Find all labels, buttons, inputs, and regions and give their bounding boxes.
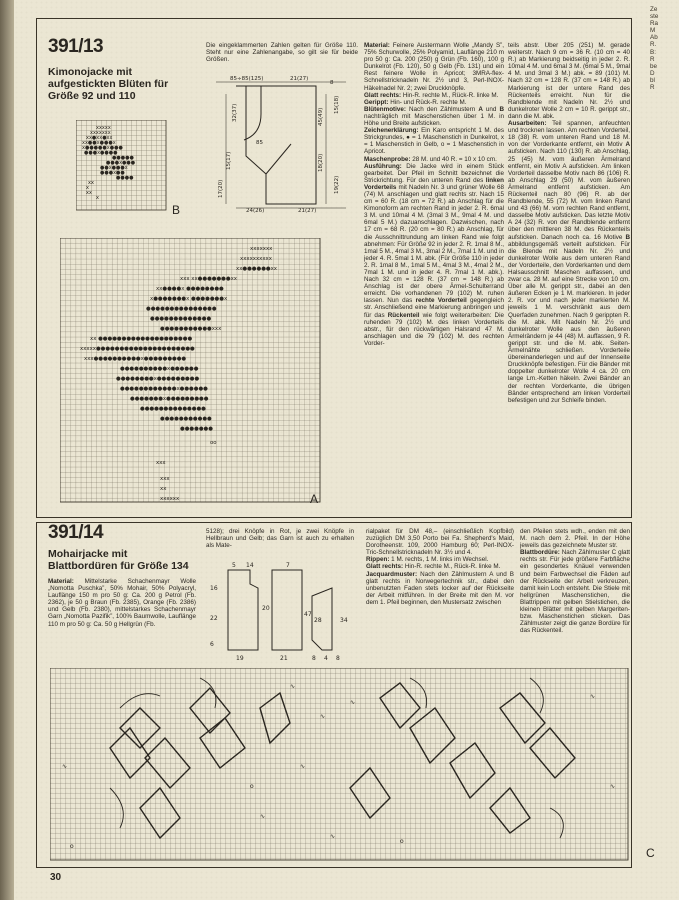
svg-text:4: 4 [324, 655, 328, 662]
svg-text:22: 22 [210, 615, 218, 622]
s1c3-ausarbeiten: Ausarbeiten: Teil spannen, anfeuchten und trocknen lassen. Am rechten Vorderteil, 18 (38) R. vom unteren Rand und 18 M. von der Vorderkante entfernt, ein Motiv A aufsticken. Nach 110 (130) R. ab Anschlag, 25 (45) M. vom äußeren Ärmelrand entfernt, ein Motiv A aufsticken. Am linken Vorderteil dasselbe Motiv nach 86 (106) R. ab Anschlag 29 (50) M. vom äußeren Ärmelrand entfernt aufsticken. Am Rückenteil nach 80 (96) R. ab der Randblende, 55 (72) M. vom linken Rand und 43 (66) M. vom rechten Rand entfernt, dasselbe Motiv aufsticken. Das letzte Motiv A 24 (32) R. von der Randblende entfernt über den mittleren 38 M. des Rückenteils aufsticken. Danach noch ca. 16 Motive B abbildungsgemäß verteilt aufsticken. Für die Blende mit Nadeln Nr. 2½ und dunkelroter Wolle aus dem unteren Rand der Vorderteile, den Vorderkanten und dem Halsausschnitt Maschen auffassen, und zwar ca. 28 M. auf eine Strecke von 10 cm. Über alle M. gerippt str., dabei an den äußeren Ecken je 1 M. markieren. In jeder 2. R. vor und nach jeder markierten M. jeweils 1 M. verschränkt aus dem Querfaden zunehmen. Nach 9 gerippten R. die M. abk. Mit Nadeln Nr. 2½ und dunkelroter Wolle aus den äußeren Ärmelrändern je 44 (48) M. auffassen, 9 R. gerippt str. und die M. abk. Seiten- Ärmelnähte schließen. Vorderteile übereinanderlegen und auf der Innenseite Druckknöpfe befestigen. Für die Bänder mit doppelter dunkelroter Wolle 4 ca. 20 cm lange Lm.-Ketten häkeln. Zwei Bänder an der rechten Vorderkante, die übrigen Bänder entsprechend am linken Vorderteil befestigen und zur Schleife binden. [508, 120, 630, 404]
svg-text:x●●●●●x●●●: x●●●●●x●●● [82, 145, 123, 151]
svg-text:∿: ∿ [62, 763, 68, 770]
svg-text:●●●●●●●●●●●●●●: ●●●●●●●●●●●●●● [140, 406, 206, 412]
schem-side-f: 45(49) [318, 107, 324, 126]
chart-b-grid [76, 120, 168, 212]
schem-side-b: 8 [330, 80, 334, 86]
chart-a-grid [60, 238, 322, 504]
s2c3-rippen: Rippen: 1 M. rechts, 1 M. links im Wechsel. [366, 556, 489, 564]
s1c3-cont: teils abstr. Über 205 (251) M. gerade weiterstr. Nach 9 cm = 36 R. (10 cm = 40 R.) ab Markierung beidseitig in jeder 2. R. 10mal 4 M. und 6mal 3 M. (6mal 5 M., 9mal 4 M. und 3mal 3 M.) abk. = 89 (101) M. Nach 32 cm = 128 R. (37 cm = 148 R.) ab Markierung ist der untere Rand des Rückenteils erreicht. Nun für die Randblende mit Nadeln Nr. 2½ und dunkelroter Wolle 2 cm = 10 R. gerippt str., dann die M. abk. [508, 42, 630, 120]
section2-column-3 [366, 528, 514, 668]
svg-text:oo: oo [210, 440, 217, 446]
svg-text:xx ●●●●●●●●●●●●●●●●●●●●: xx ●●●●●●●●●●●●●●●●●●●● [90, 336, 193, 342]
svg-text:●●●x●●: ●●●x●● [100, 170, 125, 176]
section2-column-1 [48, 578, 196, 658]
pattern-title-2: Mohairjacke mit Blattbordüren für Größe 134 [48, 548, 189, 572]
svg-text:xx: xx [160, 486, 167, 492]
svg-text:6: 6 [210, 641, 214, 648]
svg-text:28: 28 [314, 617, 322, 624]
svg-text:●●●x●●●: ●●●x●●● [106, 160, 136, 166]
svg-text:19: 19 [236, 655, 244, 662]
svg-text:xxxxx●●●●●●●●●●●●●●●●●●●●●: xxxxx●●●●●●●●●●●●●●●●●●●●● [80, 346, 195, 352]
schem-side-a: 32(37) [232, 103, 238, 122]
s1c2-ausfuehrung: Ausführung: Die Jacke wird in einem Stück gearbeitet. Der Pfeil im Schnitt bezeichnet die Strickrichtung. Für den unteren Rand des linken Vorderteils mit Nadeln Nr. 3 und grüner Wolle 68 (74) M. anschlagen und glatt rechts str. Nach 15 cm = 60 R. (18 cm = 72 R.) ab Anschlag für die Kimonoform am rechten Rand in jeder 2. R. 6mal 3 M. und 10mal 4 M. (3mal 3 M., 9mal 4 M. und 6mal 5 M.) dazuanschlagen. Dazwischen, nach 17 cm = 68 R. (20 cm = 80 R.) ab Anschlag, für die Ausschnittrundung am linken Rand wie folgt abnehmen: Für Größe 92 in jeder 2. R. 1mal 8 M., 1mal 5 M., 4mal 3 M., 3mal 2 M., 7mal 1 M. und in jeder 4. R. 5mal 1 M. abk. (Für Größe 110 in jeder 2. R. 1mal 8 M., 1mal 5 M., 4mal 3 M., 4mal 2 M., 7mal 1 M. und in jeder 4. R. 7mal 1 M. abk.). Nach 32 cm = 128 R. (37 cm = 148 R.) ab Anschlag ist der obere Ärmel-Schulterrand erreicht. Die vorhandenen 79 (102) M. ruhen lassen. Nun das rechte Vorderteil gegengleich str. Anschließend eine Markierung anbringen und für das Rückenteil wie folgt weiterarbeiten: Die ruhenden 79 (102) M. des linken Vorderteils abstr., für den rückwärtigen Halsrand 47 M. anschlagen und die 79 (102) M. des rechten Vorder- [364, 162, 504, 347]
s1c2-glatt: Glatt rechts: Hin-R. rechte M., Rück-R. linke M. [364, 91, 499, 99]
svg-text:●●●●●●●●●●●xxx: ●●●●●●●●●●●xxx [160, 326, 222, 332]
chart-c-label: C [646, 846, 655, 860]
svg-text:xxx: xxx [156, 460, 166, 466]
pattern-title: Kimonojacke mit aufgestickten Blüten für Größe 92 und 110 [48, 66, 169, 102]
svg-text:∿: ∿ [290, 683, 296, 690]
svg-text:●●●●●: ●●●●● [112, 155, 134, 161]
svg-text:●●●●●●●●●●●●●: ●●●●●●●●●●●●● [150, 316, 212, 322]
section1-column-2 [364, 42, 504, 516]
svg-text:x●●●●●●●x ●●●●●●●x: x●●●●●●●x ●●●●●●●x [150, 296, 228, 302]
svg-text:o: o [400, 838, 404, 845]
svg-text:xx●xx●xx: xx●xx●xx [86, 135, 113, 141]
schem-side-d: 17(20) [218, 179, 224, 198]
chart-a-label: A [310, 492, 319, 506]
svg-text:●●●●●●●x●●●●●●●●●: ●●●●●●●x●●●●●●●●● [130, 396, 209, 402]
s2c2-text: 5128); drei Knöpfe in Rot, je zwei Knöpfe in Hellbraun und Gelb; das Garn ist auch zu erhalten als Mate- [206, 528, 354, 550]
s2c3-paket: rialpaket für DM 48,– (einschließlich Kopfbild) zuzüglich DM 3,50 Porto bei Fa. Shepherd's Maid, Dorotheenstr. 109, 2000 Hamburg 60; Perl-INOX-Tric-Schnellstricknadeln Nr. 3½ und 4. [366, 528, 514, 557]
svg-text:xx: xx [88, 180, 94, 186]
s1c2-bluetenmotive: Blütenmotive: Nach den Zählmustern A und B nachträglich mit Maschenstichen über 1 M. in Höhe und Breite aufsticken. [364, 105, 504, 128]
svg-text:xxxxxxx: xxxxxxx [90, 130, 111, 136]
svg-text:xx●●●●x ●●●●●●●●: xx●●●●x ●●●●●●●● [156, 286, 224, 292]
schem-bottom-right: 21(27) [298, 208, 317, 214]
section2-column-2 [206, 528, 354, 558]
svg-text:∿: ∿ [300, 763, 306, 770]
svg-text:xxxxxxx: xxxxxxx [250, 246, 273, 252]
svg-text:47: 47 [304, 611, 312, 618]
svg-text:21: 21 [280, 655, 288, 662]
svg-text:xx: xx [86, 190, 92, 196]
chart-b-label: B [172, 203, 181, 217]
size-note: Die eingeklammerten Zahlen gelten für Größe 110. Steht nur eine Zahlenangabe, so gilt sie für beide Größen. [206, 42, 358, 64]
schem-inner: 85 [256, 140, 263, 146]
pattern-number-2: 391/14 [48, 522, 104, 543]
svg-text:o: o [250, 783, 254, 790]
adjacent-page-strip: Ze ste Ra M Ab R. B: R be D bl R [650, 6, 659, 92]
svg-text:●●●●●●●: ●●●●●●● [180, 426, 213, 432]
svg-text:5: 5 [232, 562, 236, 569]
schem-side-h: 18(20) [318, 153, 324, 172]
svg-text:xxx xx●●●●●●●xx: xxx xx●●●●●●●xx [180, 276, 237, 282]
schem-side-e: 19(22) [334, 175, 340, 194]
svg-text:●●●●●●●●●●●●x●●●●●●: ●●●●●●●●●●●●x●●●●●● [120, 386, 208, 392]
section1-column-3 [508, 42, 630, 516]
svg-text:xxx●●●●●●●●●●x●●●●●●●●●: xxx●●●●●●●●●●x●●●●●●●●● [84, 356, 187, 362]
book-spine [0, 0, 14, 900]
schem-bottom-left: 24(26) [246, 208, 265, 214]
schematic-kimono [206, 74, 356, 214]
svg-text:●●●●●●●●●●x●●●●●●: ●●●●●●●●●●x●●●●●● [120, 366, 199, 372]
chart-c-leaf-border [50, 668, 630, 862]
svg-text:x: x [96, 195, 99, 201]
section2-column-4 [520, 528, 630, 668]
svg-text:16: 16 [210, 585, 218, 592]
schem-side-c: 15(17) [226, 151, 232, 170]
svg-text:o: o [70, 843, 74, 850]
svg-text:xxxxxxxxxx: xxxxxxxxxx [240, 256, 272, 262]
schematic-mohair [206, 560, 356, 664]
s2c1-material: Material: Mittelstarke Schachenmayr Wolle „Nomotta Puschka”, 50% Mohair, 50% Polyacryl, Lauflänge 150 m pro 50 g: Ca. 200 g Petrol (Fb. 2362), je 50 g Braun (Fb. 2385), Orange (Fb. 2386) und Gelb (Fb. 2380), mittelstarkes Schachenmayr Garn „Nomotta Pazifik”, 100% Baumwolle, Lauflänge 110 m pro 50 g: Ca. 50 g Hellgrün (Fb. [48, 578, 196, 628]
svg-text:●●●x●●●●: ●●●x●●●● [84, 150, 118, 156]
svg-text:20: 20 [262, 605, 270, 612]
svg-text:34: 34 [340, 617, 348, 624]
s2c3-jacquard: Jacquardmuster: Nach den Zählmustern A und B glatt rechts in Norwegertechnik str., dabei den unbenutzten Faden stets locker auf der Rückseite der Arbeit mitführen. In der Breite mit den M. vor dem 1. Pfeil beginnen, den Mustersatz zwischen [366, 570, 514, 606]
svg-text:x: x [86, 185, 89, 191]
svg-text:14: 14 [246, 562, 254, 569]
svg-text:7: 7 [286, 562, 290, 569]
svg-text:xx●●x●●●x: xx●●x●●●x [82, 140, 116, 146]
svg-text:∿: ∿ [610, 783, 616, 790]
s1c2-gerippt: Gerippt: Hin- und Rück-R. rechte M. [364, 98, 467, 106]
svg-text:∿: ∿ [320, 713, 326, 720]
s1c2-zeichenerklaerung: Zeichenerklärung: Ein Karo entspricht 1 M. des Strickgrundes, ● = 1 Maschenstich in Dunkelrot, x = 1 Maschenstich in Gelb, o = 1 Maschenstich in Apricot. [364, 127, 504, 156]
svg-text:∿: ∿ [260, 813, 266, 820]
svg-text:xxxxxx: xxxxxx [160, 496, 180, 502]
svg-text:●●●●●●●●●●●: ●●●●●●●●●●● [160, 416, 212, 422]
svg-text:●●●●●●●●x●●●●●●●●●: ●●●●●●●●x●●●●●●●●● [116, 376, 200, 382]
s2c3-glatt: Glatt rechts: Hin-R. rechte M., Rück-R. linke M. [366, 563, 501, 571]
svg-text:xx●●●●●●xx: xx●●●●●●xx [236, 266, 277, 272]
svg-text:●●x●●●x: ●●x●●●x [100, 165, 128, 171]
pattern-number: 391/13 [48, 36, 104, 57]
s1c2-maschenprobe: Maschenprobe: 28 M. und 40 R. = 10 x 10 cm. [364, 155, 497, 163]
s2c4-cont: den Pfeilen stets wdh., enden mit den M. nach dem 2. Pfeil. In der Höhe jeweils das gezeichnete Muster str. [520, 528, 630, 550]
svg-text:●●●●●●●●●●●●●●●: ●●●●●●●●●●●●●●● [146, 306, 217, 312]
svg-text:8: 8 [336, 655, 340, 662]
svg-text:●●●●: ●●●● [116, 175, 134, 181]
page-number: 30 [50, 872, 62, 883]
s1c2-material: Material: Feinere Austermann Wolle „Mandy S”, 75% Schurwolle, 25% Polyamid, Lauflänge 210 m pro 50 g: Ca. 200 (250) g Grün (Fb. 160), 100 g Dunkelrot (Fb. 120), 50 g Gelb (Fb. 131) und ein Rest feinere Wolle in Apricot; 3MRA-flex-Schnellstricknadeln Nr. 2½ und 3, Perl-INOX-Häkelnadel Nr. 2; zwei Druckknöpfe. [364, 42, 504, 92]
s2c4-blattbordure: Blattbordüre: Nach Zählmuster C glatt rechts str. Für jede größere Farbfläche ein gesondertes Knäuel verwenden und beim Farbwechsel die Fäden auf der Rückseite der Arbeit verkreuzen, damit kein Loch entsteht. Die Stiele mit hellgrünen Maschenstichen, die Blattrippen mit gelben Stielstichen, die kleinen Blätter mit gelben Margeriten- bzw. Maschenstichen sticken. Das Zählmuster zeigt die ganze Bordüre für das Rückenteil. [520, 549, 630, 635]
svg-text:∿: ∿ [330, 833, 336, 840]
svg-text:∿: ∿ [350, 699, 356, 706]
svg-text:∿: ∿ [590, 693, 596, 700]
schem-top-left: 85÷85(125) [230, 76, 264, 82]
schem-side-g: 15(18) [334, 95, 340, 114]
svg-text:8: 8 [312, 655, 316, 662]
schem-top-right: 21(27) [290, 76, 309, 82]
svg-text:xxxxx: xxxxx [96, 125, 111, 131]
svg-text:xxx: xxx [160, 476, 170, 482]
